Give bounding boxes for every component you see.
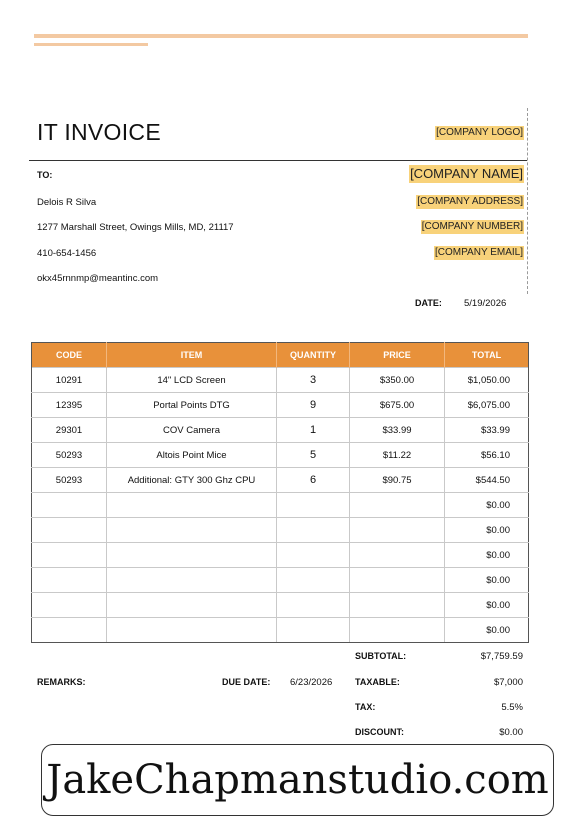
cell-item[interactable] — [107, 493, 277, 518]
company-logo-placeholder[interactable]: [COMPANY LOGO] — [436, 127, 523, 138]
tax-label: TAX: — [355, 702, 376, 712]
cell-code[interactable] — [32, 618, 107, 643]
date-value: 5/19/2026 — [464, 298, 507, 309]
cell-quantity[interactable]: 3 — [277, 368, 350, 393]
cell-price[interactable]: $90.75 — [350, 468, 445, 493]
items-table-header-row — [32, 343, 529, 368]
cell-code[interactable] — [32, 493, 107, 518]
cell-total[interactable]: $0.00 — [445, 618, 529, 643]
cell-price[interactable] — [350, 518, 445, 543]
cell-quantity[interactable] — [277, 543, 350, 568]
date-label: DATE: — [415, 298, 442, 308]
taxable-value: $7,000 — [493, 677, 523, 688]
due-date-label: DUE DATE: — [222, 677, 271, 687]
recipient-address: 1277 Marshall Street, Owings Mills, MD, 21117 — [37, 222, 234, 233]
cell-code[interactable] — [32, 518, 107, 543]
watermark-banner — [41, 744, 554, 816]
cell-item[interactable] — [107, 518, 277, 543]
table-row — [32, 468, 529, 493]
cell-total[interactable]: $0.00 — [445, 593, 529, 618]
cell-total[interactable]: $56.10 — [445, 443, 529, 468]
column-header-item: ITEM — [107, 343, 277, 368]
column-header-price: PRICE — [350, 343, 445, 368]
subtotal-label: SUBTOTAL: — [355, 651, 407, 661]
cell-code[interactable] — [32, 568, 107, 593]
cell-item[interactable] — [107, 593, 277, 618]
cell-price[interactable]: $11.22 — [350, 443, 445, 468]
table-row — [32, 593, 529, 618]
cell-price[interactable]: $33.99 — [350, 418, 445, 443]
cell-item[interactable]: Portal Points DTG — [107, 393, 277, 418]
table-row — [32, 568, 529, 593]
cell-total[interactable]: $0.00 — [445, 493, 529, 518]
top-accent-bar — [34, 34, 528, 38]
header-divider — [29, 160, 527, 161]
cell-total[interactable]: $0.00 — [445, 518, 529, 543]
table-row — [32, 543, 529, 568]
column-header-code: CODE — [32, 343, 107, 368]
table-row — [32, 418, 529, 443]
company-name-placeholder[interactable]: [COMPANY NAME] — [410, 166, 523, 181]
invoice-title: IT INVOICE — [37, 119, 161, 145]
company-address-placeholder[interactable]: [COMPANY ADDRESS] — [417, 196, 523, 207]
cell-price[interactable] — [350, 568, 445, 593]
table-row — [32, 443, 529, 468]
cell-price[interactable]: $675.00 — [350, 393, 445, 418]
cell-quantity[interactable] — [277, 618, 350, 643]
to-label: TO: — [37, 170, 53, 180]
cell-total[interactable]: $0.00 — [445, 568, 529, 593]
cell-item[interactable]: 14" LCD Screen — [107, 368, 277, 393]
recipient-name: Delois R Silva — [37, 197, 97, 208]
cell-item[interactable]: Additional: GTY 300 Ghz CPU — [107, 468, 277, 493]
cell-price[interactable] — [350, 493, 445, 518]
discount-value: $0.00 — [499, 727, 523, 738]
cell-quantity[interactable] — [277, 493, 350, 518]
cell-quantity[interactable]: 5 — [277, 443, 350, 468]
table-row — [32, 493, 529, 518]
cell-item[interactable] — [107, 568, 277, 593]
cell-price[interactable] — [350, 543, 445, 568]
cell-total[interactable]: $6,075.00 — [445, 393, 529, 418]
column-header-total: TOTAL — [445, 343, 529, 368]
company-email-placeholder[interactable]: [COMPANY EMAIL] — [435, 247, 523, 258]
cell-code[interactable]: 12395 — [32, 393, 107, 418]
cell-code[interactable] — [32, 543, 107, 568]
remarks-label: REMARKS: — [37, 677, 86, 687]
cell-total[interactable]: $1,050.00 — [445, 368, 529, 393]
cell-code[interactable]: 50293 — [32, 468, 107, 493]
table-row — [32, 393, 529, 418]
cell-code[interactable]: 10291 — [32, 368, 107, 393]
cell-total[interactable]: $33.99 — [445, 418, 529, 443]
cell-quantity[interactable]: 9 — [277, 393, 350, 418]
due-date-value: 6/23/2026 — [290, 677, 333, 688]
logo-area-dashed-border — [527, 108, 528, 294]
cell-price[interactable] — [350, 593, 445, 618]
recipient-phone: 410-654-1456 — [37, 248, 97, 259]
cell-total[interactable]: $0.00 — [445, 543, 529, 568]
table-row — [32, 368, 529, 393]
cell-quantity[interactable]: 1 — [277, 418, 350, 443]
cell-item[interactable] — [107, 543, 277, 568]
company-number-placeholder[interactable]: [COMPANY NUMBER] — [421, 221, 523, 232]
cell-quantity[interactable] — [277, 593, 350, 618]
recipient-email: okx45rnnmp@meantinc.com — [37, 273, 159, 284]
cell-code[interactable] — [32, 593, 107, 618]
cell-item[interactable] — [107, 618, 277, 643]
cell-code[interactable]: 50293 — [32, 443, 107, 468]
tax-value: 5.5% — [501, 702, 523, 713]
cell-code[interactable]: 29301 — [32, 418, 107, 443]
cell-item[interactable]: COV Camera — [107, 418, 277, 443]
cell-item[interactable]: Altois Point Mice — [107, 443, 277, 468]
table-row — [32, 618, 529, 643]
cell-quantity[interactable] — [277, 568, 350, 593]
watermark-text: JakeChapmanstudio.com — [46, 757, 549, 803]
taxable-label: TAXABLE: — [355, 677, 400, 687]
cell-quantity[interactable]: 6 — [277, 468, 350, 493]
top-accent-bar-short — [34, 43, 148, 46]
column-header-quantity: QUANTITY — [277, 343, 350, 368]
discount-label: DISCOUNT: — [355, 727, 404, 737]
cell-quantity[interactable] — [277, 518, 350, 543]
subtotal-value: $7,759.59 — [480, 651, 523, 662]
table-row — [32, 518, 529, 543]
cell-price[interactable]: $350.00 — [350, 368, 445, 393]
cell-price[interactable] — [350, 618, 445, 643]
items-table — [31, 342, 529, 643]
cell-total[interactable]: $544.50 — [445, 468, 529, 493]
